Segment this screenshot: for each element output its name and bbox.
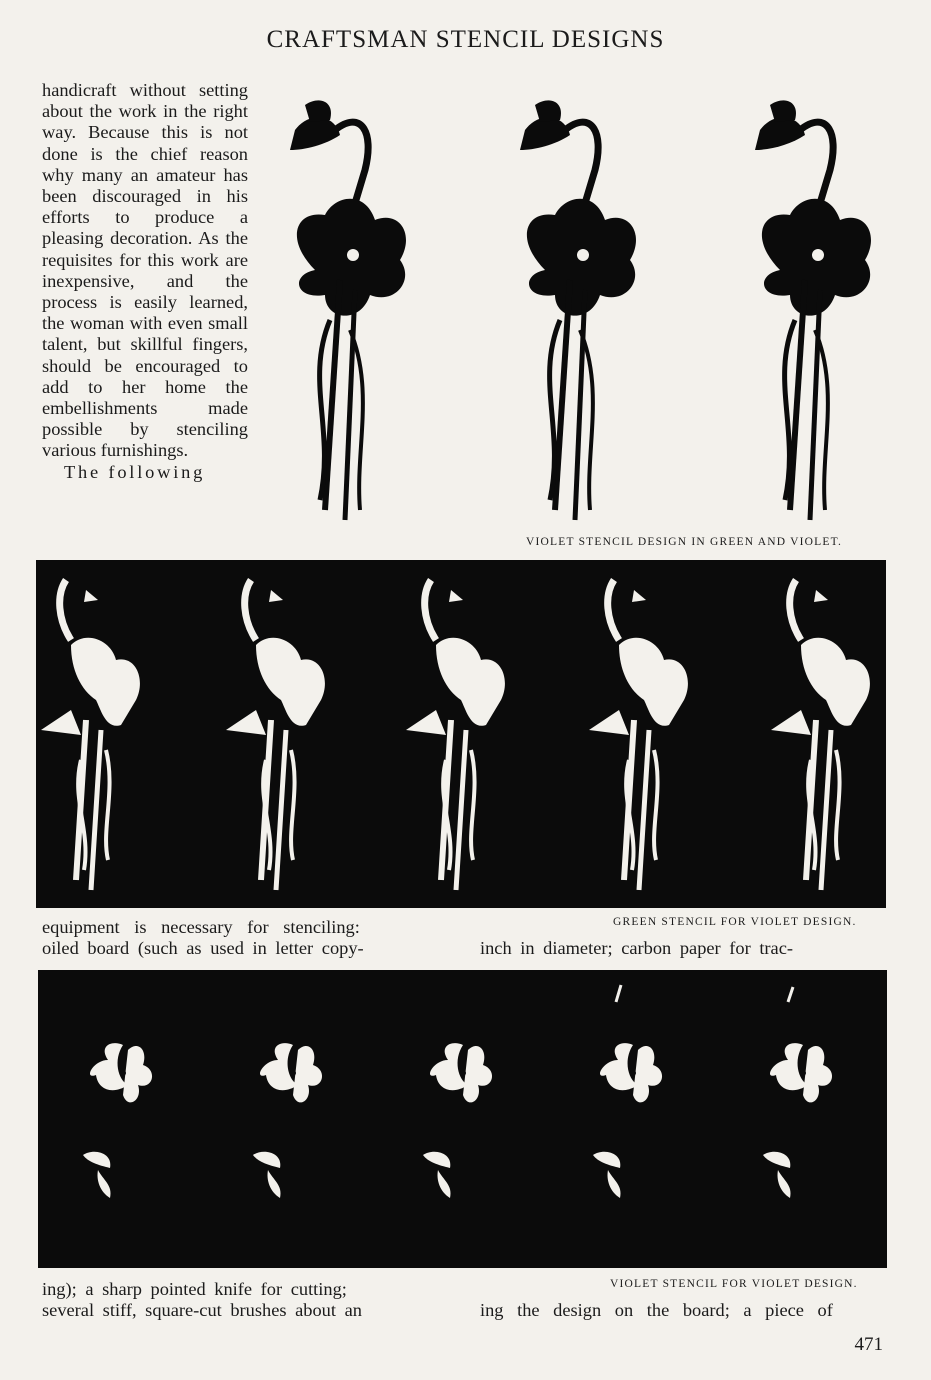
text-line-4: several stiff, square-cut brushes about an [42,1300,362,1320]
caption-violet-stencil: VIOLET STENCIL FOR VIOLET DESIGN. [610,1278,858,1290]
violet-stencil-panel [38,970,887,1268]
violet-flowers-illustration [265,90,905,530]
violet-stencil-cutouts [38,970,887,1268]
caption-violet-design: VIOLET STENCIL DESIGN IN GREEN AND VIOLET. [526,536,843,548]
page-header: CRAFTSMAN STENCIL DESIGNS [266,26,665,53]
intro-text: handicraft without setting about the work in the right way. Because this is not done is the chief reason why many an amateur has been discouraged in his efforts to produce a pleasing decoration. As the requisites for this work are inexpensive, and the process is easily learned, the woman with even small talent, but skillful fingers, should be encouraged to add to her home the embellishments made possible by stenciling various furnishings. [42,80,248,461]
intro-paragraph [42,80,248,483]
text-line-2-right: inch in diameter; carbon paper for trac- [480,938,793,958]
green-stencil-cutouts [36,560,886,908]
text-line-1: equipment is necessary for stenciling: [42,917,360,937]
caption-green-stencil: GREEN STENCIL FOR VIOLET DESIGN. [613,916,857,928]
text-line-2: oiled board (such as used in letter copy- [42,938,364,958]
page-number: 471 [854,1334,883,1355]
text-line-3: ing); a sharp pointed knife for cutting; [42,1279,347,1299]
intro-last-line: The following [64,461,206,482]
text-line-4-right: ing the design on the board; a piece of [480,1300,833,1320]
green-stencil-panel [36,560,886,908]
